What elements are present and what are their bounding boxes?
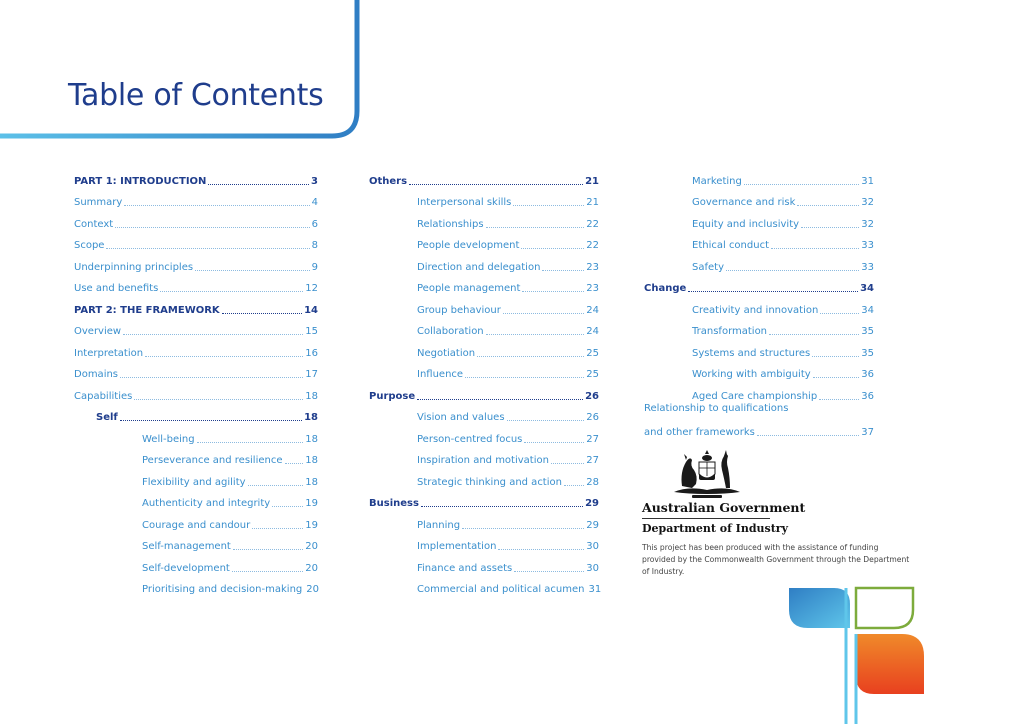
toc-column-3 (644, 166, 874, 439)
toc-entry-creativity-and-innovation[interactable] (644, 295, 874, 317)
toc-dot-leader (503, 313, 584, 314)
toc-dot-leader (757, 435, 859, 436)
toc-entry-use-and-benefits[interactable] (74, 274, 318, 296)
toc-entry-title: Commercial and political acumen (417, 584, 585, 595)
toc-entry-authenticity-and-integrity[interactable] (74, 489, 318, 511)
toc-entry-title: Purpose (369, 390, 416, 402)
toc-dot-leader (160, 291, 303, 292)
toc-entry-change[interactable] (644, 274, 874, 296)
toc-entry-title: Working with ambiguity (692, 369, 811, 380)
toc-entry-title: Equity and inclusivity (692, 218, 800, 230)
toc-entry-title: Implementation (417, 541, 497, 552)
toc-entry-title: Self-development (142, 562, 230, 574)
toc-entry-title: Prioritising and decision-making (142, 584, 303, 595)
toc-entry-inspiration-and-motivation[interactable] (369, 446, 599, 468)
toc-entry-title: Well-being (142, 433, 195, 445)
toc-entry-title-line-2: and other frameworks (644, 426, 755, 438)
toc-dot-leader (124, 205, 309, 206)
toc-entry-page: 32 (861, 197, 874, 208)
toc-dot-leader (421, 506, 583, 507)
toc-dot-leader (465, 377, 584, 378)
toc-dot-leader (820, 313, 859, 314)
toc-entry-title: Marketing (692, 175, 742, 187)
toc-dot-leader (417, 399, 583, 400)
divider (642, 518, 770, 519)
toc-entry-title: Perseverance and resilience (142, 455, 283, 466)
toc-entry-page: 18 (305, 433, 318, 445)
toc-entry-title: Authenticity and integrity (142, 498, 271, 509)
toc-entry-page: 14 (304, 304, 318, 316)
toc-entry-domains[interactable] (74, 360, 318, 382)
toc-entry-people-development[interactable] (369, 231, 599, 253)
toc-entry-title: Finance and assets (417, 562, 513, 574)
toc-entry-page: 22 (586, 240, 599, 251)
toc-dot-leader (272, 506, 303, 507)
toc-entry-title: Collaboration (417, 326, 484, 337)
toc-entry-title: Capabilities (74, 390, 133, 402)
toc-entry-page: 31 (861, 175, 874, 187)
toc-entry-title: Domains (74, 369, 119, 380)
toc-entry-page: 20 (305, 541, 318, 552)
toc-entry-title: Influence (417, 369, 464, 380)
department-name: Department of Industry (642, 522, 788, 535)
toc-entry-title: Scope (74, 240, 105, 251)
toc-entry-group-behaviour[interactable] (369, 295, 599, 317)
toc-dot-leader (498, 549, 584, 550)
toc-entry-title: Person-centred focus (417, 433, 523, 445)
toc-dot-leader (514, 571, 584, 572)
toc-entry-page: 27 (586, 455, 599, 466)
toc-entry-capabilities[interactable] (74, 381, 318, 403)
toc-dot-leader (744, 184, 859, 185)
toc-entry-page: 3 (311, 175, 318, 187)
toc-entry-relationships[interactable] (369, 209, 599, 231)
toc-entry-equity-and-inclusivity[interactable] (644, 209, 874, 231)
toc-entry-context[interactable] (74, 209, 318, 231)
toc-dot-leader (521, 248, 584, 249)
toc-entry-page: 35 (861, 326, 874, 337)
toc-entry-title: People development (417, 240, 520, 251)
toc-entry-title: Summary (74, 197, 123, 208)
toc-dot-leader (252, 528, 303, 529)
toc-entry-title: People management (417, 283, 521, 294)
toc-entry-title: Overview (74, 326, 122, 337)
toc-entry-page: 29 (586, 519, 599, 531)
toc-dot-leader (551, 463, 584, 464)
toc-entry-page: 34 (860, 283, 874, 294)
toc-column-1 (74, 166, 318, 596)
page-title: Table of Contents (68, 78, 324, 113)
toc-entry-title: Courage and candour (142, 519, 251, 531)
toc-dot-leader (524, 442, 584, 443)
toc-entry-title: Self-management (142, 541, 231, 552)
toc-dot-leader (486, 334, 585, 335)
toc-entry-title: PART 2: THE FRAMEWORK (74, 304, 220, 316)
toc-entry-title: Change (644, 283, 687, 294)
toc-entry-title: Governance and risk (692, 197, 796, 208)
toc-entry-self[interactable] (74, 403, 318, 425)
toc-entry-page: 27 (586, 433, 599, 445)
toc-entry-page: 20 (305, 562, 318, 574)
toc-dot-leader (542, 270, 584, 271)
toc-entry-underpinning-principles[interactable] (74, 252, 318, 274)
toc-entry-title: Ethical conduct (692, 240, 769, 251)
toc-entry-title: Vision and values (417, 412, 505, 423)
toc-entry-purpose[interactable] (369, 381, 599, 403)
toc-dot-leader (106, 248, 309, 249)
toc-entry-title: Creativity and innovation (692, 304, 819, 316)
government-name: Australian Government (642, 500, 806, 515)
toc-entry-part-2-the-framework[interactable] (74, 295, 318, 317)
toc-dot-leader (285, 463, 304, 464)
toc-entry-title: PART 1: INTRODUCTION (74, 175, 207, 187)
funding-note: This project has been produced with the assistance of funding provided by the Commonwealth Government through the Department of Industry. (642, 543, 910, 576)
toc-entry-flexibility-and-agility[interactable] (74, 467, 318, 489)
toc-dot-leader (222, 313, 302, 314)
toc-entry-prioritising-and-decision-making[interactable] (74, 575, 318, 597)
toc-entry-page: 37 (861, 426, 874, 438)
toc-entry-title: Inspiration and motivation (417, 455, 549, 466)
toc-entry-title: Context (74, 218, 114, 230)
toc-entry-safety[interactable] (644, 252, 874, 274)
toc-entry-courage-and-candour[interactable] (74, 510, 318, 532)
toc-dot-leader (507, 420, 585, 421)
toc-entry-planning[interactable] (369, 510, 599, 532)
toc-entry-ethical-conduct[interactable] (644, 231, 874, 253)
toc-entry-page: 23 (586, 283, 599, 294)
toc-entry-title: Aged Care championship (692, 390, 818, 402)
toc-entry-page: 21 (585, 175, 599, 187)
toc-dot-leader (409, 184, 583, 185)
toc-dot-leader (726, 270, 859, 271)
toc-entry-collaboration[interactable] (369, 317, 599, 339)
toc-entry-page: 16 (305, 347, 318, 359)
toc-entry-page: 24 (586, 304, 599, 316)
toc-entry-title: Strategic thinking and action (417, 476, 562, 488)
toc-entry-direction-and-delegation[interactable] (369, 252, 599, 274)
toc-entry-commercial-and-political-acumen[interactable] (369, 575, 602, 597)
toc-dot-leader (197, 442, 304, 443)
toc-entry-scope[interactable] (74, 231, 318, 253)
toc-entry-vision-and-values[interactable] (369, 403, 599, 425)
toc-entry-page: 30 (586, 541, 599, 552)
toc-entry-negotiation[interactable] (369, 338, 599, 360)
toc-entry-title-line-1: Relationship to qualifications (644, 402, 789, 414)
toc-entry-page: 19 (305, 498, 318, 509)
toc-dot-leader (486, 227, 585, 228)
toc-entry-influence[interactable] (369, 360, 599, 382)
toc-entry-title: Group behaviour (417, 304, 501, 316)
header-frame (0, 0, 370, 145)
toc-entry-title: Interpretation (74, 347, 144, 359)
toc-entry-others[interactable] (369, 166, 599, 188)
toc-dot-leader (120, 420, 302, 421)
toc-entry-page: 18 (305, 390, 318, 402)
toc-entry-perseverance-and-resilience[interactable] (74, 446, 318, 468)
toc-entry-page: 17 (305, 369, 318, 380)
toc-entry-title: Self (96, 412, 118, 423)
toc-entry-page: 25 (586, 347, 599, 359)
toc-dot-leader (522, 291, 584, 292)
toc-entry-title: Interpersonal skills (417, 197, 512, 208)
toc-entry-page: 30 (586, 562, 599, 574)
toc-dot-leader (115, 227, 309, 228)
toc-dot-leader (208, 184, 309, 185)
toc-dot-leader (819, 399, 859, 400)
toc-entry-marketing[interactable] (644, 166, 874, 188)
toc-dot-leader (477, 356, 584, 357)
toc-dot-leader (688, 291, 858, 292)
toc-entry-title: Relationships (417, 218, 484, 230)
toc-entry-page: 21 (586, 197, 599, 208)
toc-dot-leader (232, 571, 303, 572)
toc-entry-page: 24 (586, 326, 599, 337)
toc-entry-title: Underpinning principles (74, 261, 194, 273)
toc-entry-page: 4 (311, 197, 318, 208)
toc-dot-leader (462, 528, 584, 529)
toc-entry-title: Use and benefits (74, 283, 159, 294)
toc-entry-overview[interactable] (74, 317, 318, 339)
toc-entry-title: Others (369, 175, 408, 187)
toc-entry-working-with-ambiguity[interactable] (644, 360, 874, 382)
toc-dot-leader (813, 377, 860, 378)
toc-entry-page: 12 (305, 283, 318, 294)
toc-entry-interpersonal-skills[interactable] (369, 188, 599, 210)
toc-entry-self-development[interactable] (74, 553, 318, 575)
sector-brand-logo-icon (786, 586, 926, 724)
toc-entry-page: 33 (861, 240, 874, 251)
toc-dot-leader (233, 549, 303, 550)
toc-entry-well-being[interactable] (74, 424, 318, 446)
toc-entry-page: 35 (861, 347, 874, 359)
toc-entry-finance-and-assets[interactable] (369, 553, 599, 575)
toc-entry-part-1-introduction[interactable] (74, 166, 318, 188)
toc-entry-business[interactable] (369, 489, 599, 511)
toc-entry-page: 9 (311, 261, 318, 273)
toc-entry-page: 34 (861, 304, 874, 316)
toc-entry-page: 8 (311, 240, 318, 251)
toc-entry-people-management[interactable] (369, 274, 599, 296)
toc-entry-page: 6 (311, 218, 318, 230)
toc-dot-leader (771, 248, 859, 249)
toc-entry-page: 31 (588, 584, 602, 595)
toc-dot-leader (812, 356, 859, 357)
toc-entry-interpretation[interactable] (74, 338, 318, 360)
toc-entry-page: 36 (861, 390, 874, 402)
toc-entry-page: 25 (586, 369, 599, 380)
toc-entry-relationship-to-qualifications[interactable] (644, 403, 874, 439)
toc-entry-page: 26 (585, 390, 599, 402)
toc-entry-title: Planning (417, 519, 461, 531)
toc-entry-page: 32 (861, 218, 874, 230)
toc-entry-summary[interactable] (74, 188, 318, 210)
toc-dot-leader (769, 334, 859, 335)
toc-dot-leader (801, 227, 859, 228)
toc-entry-page: 15 (305, 326, 318, 337)
toc-entry-title: Transformation (692, 326, 768, 337)
toc-entry-page: 19 (305, 519, 318, 531)
toc-entry-title: Systems and structures (692, 347, 811, 359)
toc-dot-leader (134, 399, 303, 400)
toc-entry-page: 36 (861, 369, 874, 380)
toc-entry-page: 23 (586, 261, 599, 273)
toc-entry-title: Business (369, 498, 419, 509)
toc-entry-self-management[interactable] (74, 532, 318, 554)
toc-dot-leader (145, 356, 303, 357)
toc-dot-leader (248, 485, 304, 486)
toc-entry-title: Flexibility and agility (142, 476, 246, 488)
toc-dot-leader (123, 334, 303, 335)
toc-entry-transformation[interactable] (644, 317, 874, 339)
toc-dot-leader (513, 205, 584, 206)
toc-dot-leader (797, 205, 859, 206)
toc-column-2 (369, 166, 602, 596)
toc-entry-page: 26 (586, 412, 599, 423)
toc-entry-page: 18 (305, 476, 318, 488)
toc-entry-line-2 (644, 418, 874, 439)
australian-coat-of-arms-icon (668, 448, 746, 500)
toc-entry-implementation[interactable] (369, 532, 599, 554)
toc-entry-title: Safety (692, 261, 724, 273)
toc-entry-aged-care-championship[interactable] (644, 381, 874, 403)
toc-entry-page: 33 (861, 261, 874, 273)
toc-dot-leader (120, 377, 303, 378)
toc-entry-systems-and-structures[interactable] (644, 338, 874, 360)
toc-entry-page: 28 (586, 476, 599, 488)
toc-entry-strategic-thinking-and-action[interactable] (369, 467, 599, 489)
toc-entry-title: Direction and delegation (417, 261, 541, 273)
toc-entry-governance-and-risk[interactable] (644, 188, 874, 210)
toc-dot-leader (564, 485, 584, 486)
toc-entry-page: 20 (306, 584, 319, 595)
toc-entry-person-centred-focus[interactable] (369, 424, 599, 446)
toc-dot-leader (195, 270, 310, 271)
toc-entry-page: 22 (586, 218, 599, 230)
toc-entry-page: 29 (585, 498, 599, 509)
toc-entry-page: 18 (304, 412, 318, 423)
toc-entry-page: 18 (305, 455, 318, 466)
toc-entry-title: Negotiation (417, 347, 476, 359)
